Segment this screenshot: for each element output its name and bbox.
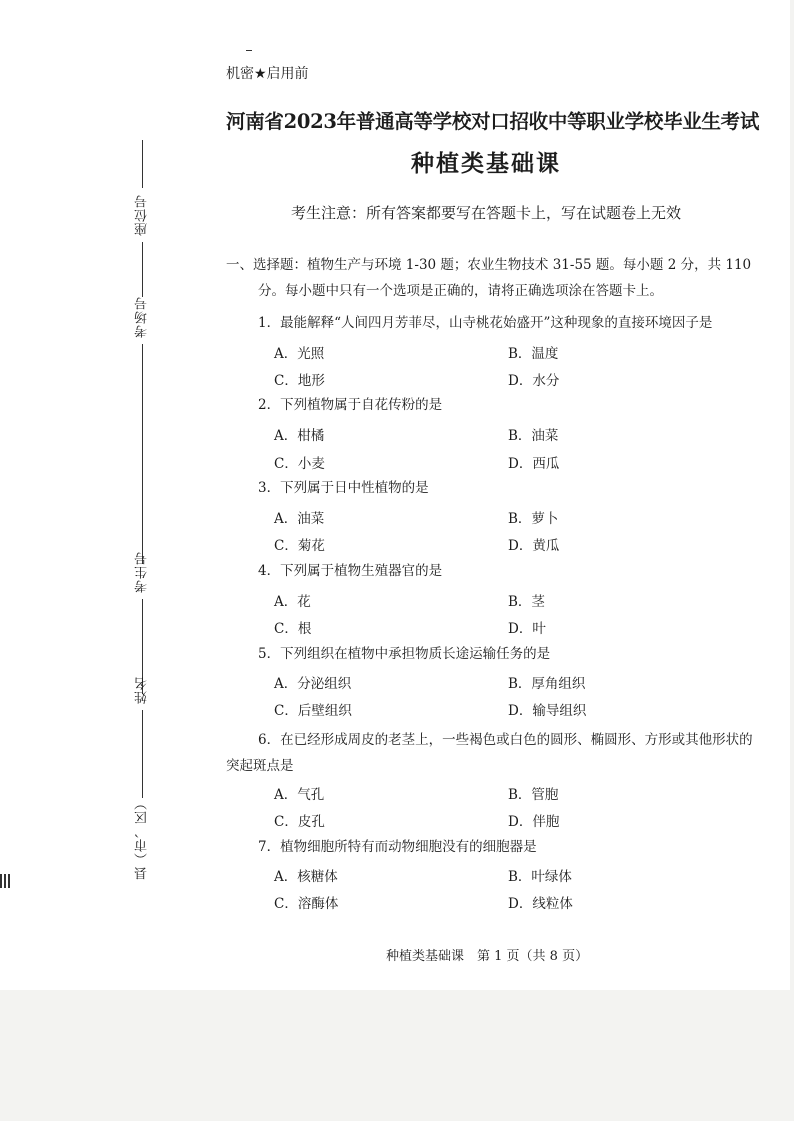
- room-number-field: [122, 290, 162, 564]
- option-c: C．小麦: [274, 456, 325, 472]
- option-a: A．核糖体: [274, 869, 338, 885]
- question-3: [226, 477, 756, 499]
- section-heading: [226, 252, 756, 304]
- question-stem: 5．下列组织在植物中承担物质长途运输任务的是: [258, 646, 551, 662]
- option-b: B．管胞: [508, 787, 559, 803]
- option-d: D．伴胞: [508, 814, 560, 830]
- option-c: C．根: [274, 621, 312, 637]
- question-stem: 2．下列植物属于自花传粉的是: [258, 397, 443, 413]
- county-field: [122, 790, 162, 886]
- question-stem: 4．下列属于植物生殖器官的是: [258, 563, 443, 579]
- subject-title: 种植类基础课: [411, 150, 561, 177]
- option-c: C．地形: [274, 373, 325, 389]
- option-d: D．黄瓜: [508, 538, 560, 554]
- option-b: B．叶绿体: [508, 869, 572, 885]
- name-field: [122, 670, 162, 798]
- option-d: D．输导组织: [508, 703, 587, 719]
- question-stem: 3．下列属于日中性植物的是: [258, 480, 429, 496]
- question-1: [226, 312, 756, 334]
- option-c: C．后壁组织: [274, 703, 352, 719]
- section-line-2: 分。每小题中只有一个选项是正确的，请将正确选项涂在答题卡上。: [258, 283, 663, 299]
- option-a: A．柑橘: [274, 428, 325, 444]
- option-a: A．气孔: [274, 787, 325, 803]
- option-a: A．花: [274, 594, 311, 610]
- option-c: C．皮孔: [274, 814, 325, 830]
- question-2: [226, 394, 756, 416]
- option-c: C．溶酶体: [274, 896, 339, 912]
- exam-notice: 考生注意：所有答案都要写在答题卡上，写在试题卷上无效: [290, 204, 681, 222]
- option-d: D．水分: [508, 373, 560, 389]
- option-b: B．温度: [508, 346, 559, 362]
- candidate-number-label: 考生号: [134, 551, 150, 593]
- option-c: C．菊花: [274, 538, 325, 554]
- room-number-label: 考场号: [134, 296, 150, 338]
- option-d: D．西瓜: [508, 456, 560, 472]
- option-b: B．萝卜: [508, 511, 559, 527]
- question-4: [226, 560, 756, 582]
- option-a: A．光照: [274, 346, 325, 362]
- exam-title: 河南省2023年普通高等学校对口招收中等职业学校毕业生考试: [226, 110, 760, 133]
- question-7: [226, 836, 756, 858]
- scan-edge-mark: [0, 874, 10, 888]
- option-a: A．油菜: [274, 511, 325, 527]
- option-b: B．油菜: [508, 428, 559, 444]
- name-label: 姓名: [134, 676, 150, 704]
- section-line-1: 一、选择题：植物生产与环境 1-30 题；农业生物技术 31-55 题。每小题 2 分，共 110: [226, 257, 752, 273]
- question-6: [226, 727, 756, 779]
- question-5: [226, 643, 756, 665]
- question-stem: 1．最能解释“人间四月芳菲尽，山寺桃花始盛开”这种现象的直接环境因子是: [258, 315, 713, 331]
- binding-margin: [122, 140, 162, 890]
- county-label: 县（市、区）: [134, 796, 150, 880]
- option-a: A．分泌组织: [274, 676, 352, 692]
- question-stem: 7．植物细胞所特有而动物细胞没有的细胞器是: [258, 839, 537, 855]
- corner-mark: [246, 50, 252, 51]
- page-footer: 种植类基础课 第 1 页（共 8 页）: [386, 949, 589, 964]
- seat-number-label: 座位号: [134, 194, 150, 236]
- option-d: D．叶: [508, 621, 546, 637]
- option-b: B．厚角组织: [508, 676, 586, 692]
- option-b: B．茎: [508, 594, 545, 610]
- confidential-label: 机密★启用前: [226, 66, 309, 82]
- seat-number-field: [122, 140, 162, 297]
- option-d: D．线粒体: [508, 896, 573, 912]
- question-stem: 6．在已经形成周皮的老茎上，一些褐色或白色的圆形、椭圆形、方形或其他形状的突起斑点是: [226, 732, 753, 774]
